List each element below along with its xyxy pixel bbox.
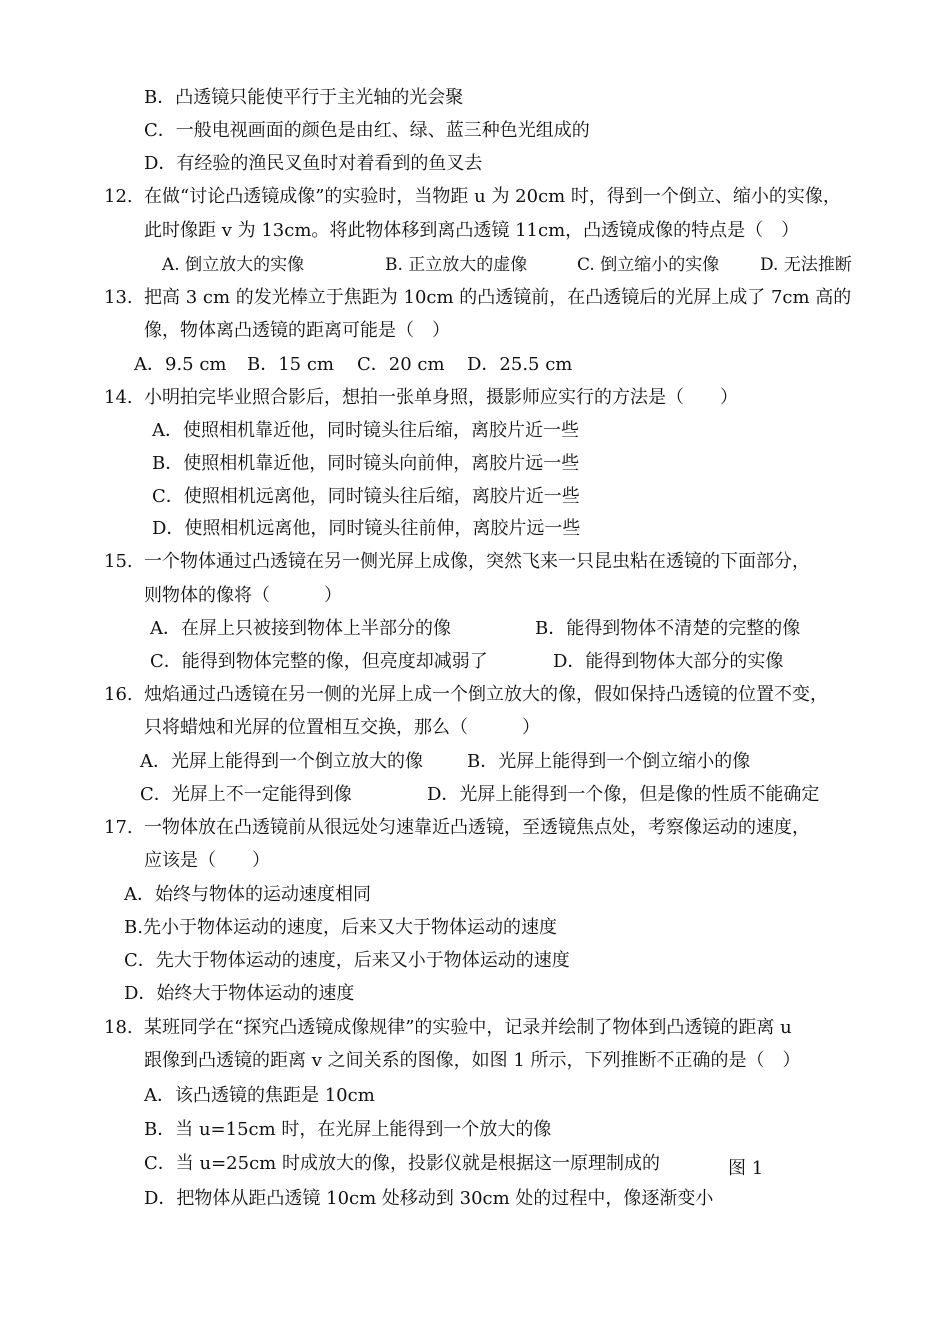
q13-option-a: A．9.5 cm xyxy=(134,354,227,375)
q14-number: 14. xyxy=(104,387,133,408)
q12-option-b: B. 正立放大的虚像 xyxy=(385,255,528,275)
q16-option-d: D．光屏上能得到一个像，但是像的性质不能确定 xyxy=(427,784,820,805)
q18-number: 18. xyxy=(104,1017,133,1038)
q15-option-c: C．能得到物体完整的像，但亮度却减弱了 xyxy=(150,651,488,672)
q17-option-b: B.先小于物体运动的速度，后来又大于物体运动的速度 xyxy=(124,917,557,938)
q18-option-a: A．该凸透镜的焦距是 10cm xyxy=(144,1085,375,1106)
q14-option-a: A．使照相机靠近他，同时镜头往后缩，离胶片近一些 xyxy=(152,420,579,441)
q13-line2: 像，物体离凸透镜的距离可能是（ ） xyxy=(144,320,450,341)
q15-stem xyxy=(104,551,810,573)
q15-line2: 则物体的像将（ ） xyxy=(144,585,342,606)
q13-option-b: B．15 cm xyxy=(247,354,335,375)
q16-line1: 烛焰通过凸透镜在另一侧的光屏上成一个倒立放大的像，假如保持凸透镜的位置不变， xyxy=(144,684,828,705)
q16-option-c: C．光屏上不一定能得到像 xyxy=(140,784,352,805)
q18-option-b: B．当 u=15cm 时，在光屏上能得到一个放大的像 xyxy=(144,1119,552,1140)
q14-line1: 小明拍完毕业照合影后，想拍一张单身照，摄影师应实行的方法是（ ） xyxy=(144,387,738,408)
q16-option-a: A．光屏上能得到一个倒立放大的像 xyxy=(140,751,423,772)
q11-option-d: D．有经验的渔民叉鱼时对着看到的鱼叉去 xyxy=(144,153,483,174)
q17-option-c: C．先大于物体运动的速度，后来又小于物体运动的速度 xyxy=(124,950,570,971)
q18-option-d: D．把物体从距凸透镜 10cm 处移动到 30cm 处的过程中，像逐渐变小 xyxy=(144,1188,714,1209)
q12-option-d: D. 无法推断 xyxy=(760,255,852,275)
q16-option-b: B．光屏上能得到一个倒立缩小的像 xyxy=(467,751,751,772)
q15-option-d: D．能得到物体大部分的实像 xyxy=(553,651,784,672)
q17-line2: 应该是（ ） xyxy=(144,850,270,871)
q14-option-b: B．使照相机靠近他，同时镜头向前伸，离胶片远一些 xyxy=(152,453,580,474)
q16-stem xyxy=(104,684,828,706)
q17-option-d: D．始终大于物体运动的速度 xyxy=(124,983,355,1004)
q14-option-d: D．使照相机远离他，同时镜头往前伸，离胶片远一些 xyxy=(152,518,581,539)
q13-stem xyxy=(104,287,851,309)
q15-option-a: A．在屏上只被接到物体上半部分的像 xyxy=(150,618,451,639)
q17-line1: 一物体放在凸透镜前从很远处匀速靠近凸透镜，至透镜焦点处，考察像运动的速度， xyxy=(144,817,810,838)
q17-number: 17. xyxy=(104,817,133,838)
q15-option-b: B．能得到物体不清楚的完整的像 xyxy=(535,618,801,639)
q17-stem xyxy=(104,817,810,839)
q12-stem xyxy=(104,186,841,208)
q16-number: 16. xyxy=(104,684,133,705)
q12-option-c: C. 倒立缩小的实像 xyxy=(577,255,720,275)
q15-line1: 一个物体通过凸透镜在另一侧光屏上成像，突然飞来一只昆虫粘在透镜的下面部分， xyxy=(144,551,810,572)
q12-line1: 在做“讨论凸透镜成像”的实验时，当物距 u 为 20cm 时，得到一个倒立、缩小的实像， xyxy=(144,186,841,207)
q18-line2: 跟像到凸透镜的距离 v 之间关系的图像，如图 1 所示，下列推断不正确的是（ ） xyxy=(144,1050,801,1071)
q18-option-c: C．当 u=25cm 时成放大的像，投影仪就是根据这一原理制成的 xyxy=(144,1153,660,1174)
q14-option-c: C．使照相机远离他，同时镜头往后缩，离胶片近一些 xyxy=(152,486,580,507)
q15-number: 15. xyxy=(104,551,133,572)
q18-line1: 某班同学在“探究凸透镜成像规律”的实验中，记录并绘制了物体到凸透镜的距离 u xyxy=(144,1017,792,1038)
q18-stem xyxy=(104,1017,792,1039)
q17-option-a: A．始终与物体的运动速度相同 xyxy=(124,884,371,905)
q13-line1: 把高 3 cm 的发光棒立于焦距为 10cm 的凸透镜前，在凸透镜后的光屏上成了 7cm 高的 xyxy=(144,287,852,308)
q12-number: 12. xyxy=(104,186,133,207)
q13-number: 13. xyxy=(104,287,133,308)
q16-line2: 只将蜡烛和光屏的位置相互交换，那么（ ） xyxy=(144,717,540,738)
q13-option-d: D．25.5 cm xyxy=(467,354,573,375)
q11-option-c: C．一般电视画面的颜色是由红、绿、蓝三种色光组成的 xyxy=(144,120,590,141)
figure-1-label: 图 1 xyxy=(728,1158,764,1179)
q12-option-a: A. 倒立放大的实像 xyxy=(162,255,305,275)
q14-stem xyxy=(104,387,738,409)
q12-line2: 此时像距 v 为 13cm。将此物体移到离凸透镜 11cm，凸透镜成像的特点是（ ） xyxy=(144,220,800,241)
q13-option-c: C．20 cm xyxy=(357,354,445,375)
q11-option-b: B．凸透镜只能使平行于主光轴的光会聚 xyxy=(144,87,464,108)
